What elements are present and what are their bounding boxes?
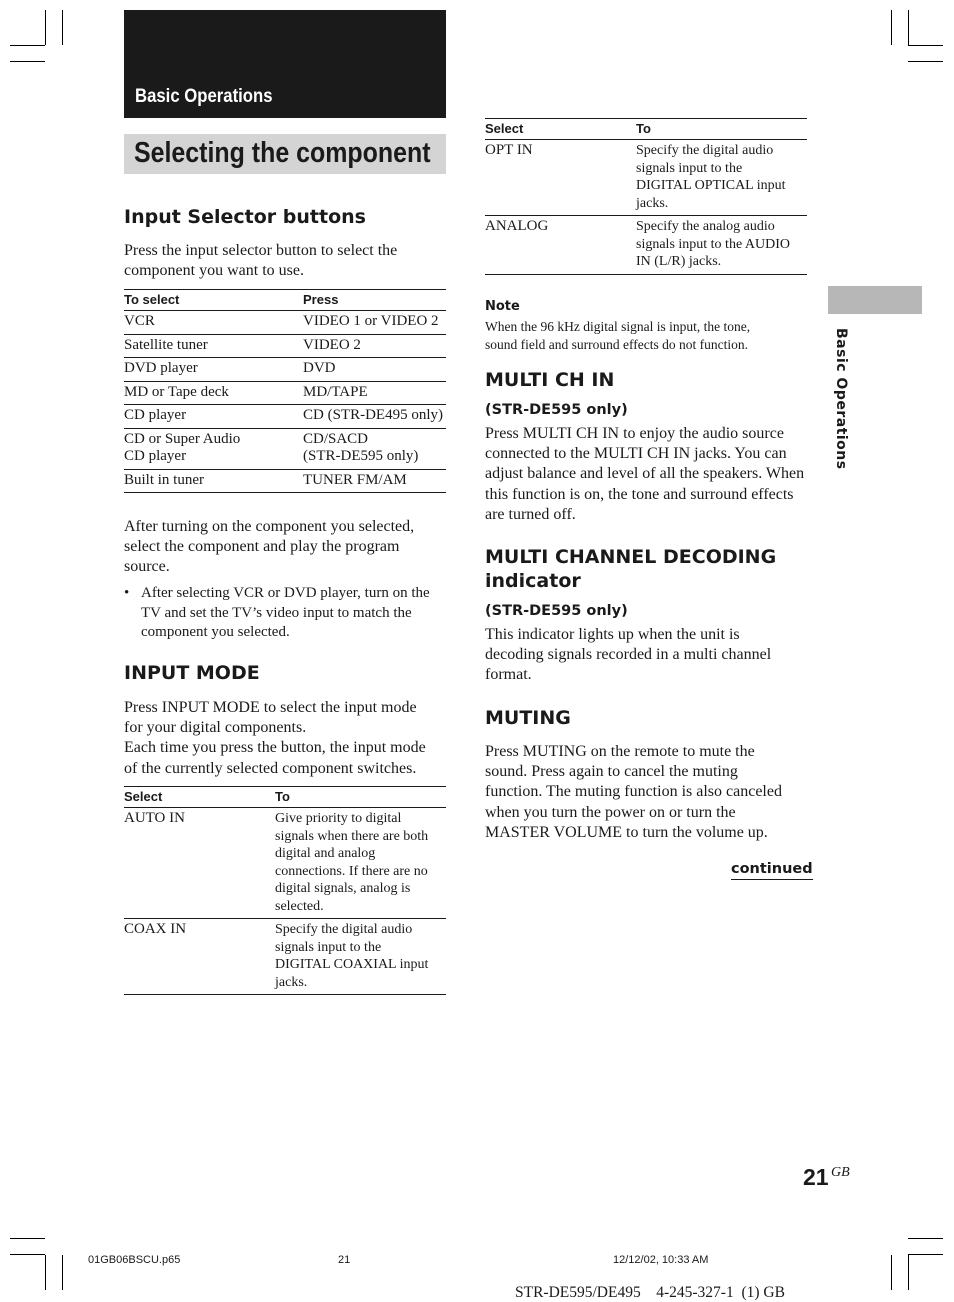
muting-heading: MUTING [485, 707, 571, 729]
col-header: To [275, 787, 446, 808]
continued-label: continued [731, 860, 813, 880]
table-row: COAX IN Specify the digital audio signals input to the DIGITAL COAXIAL input jacks. [124, 919, 446, 995]
footer-file: 01GB06BSCU.p65 [88, 1254, 181, 1266]
col-header: To select [124, 290, 303, 311]
table-header-row [124, 290, 446, 311]
table-row: OPT IN Specify the digital audio signals input to the DIGITAL OPTICAL input jacks. [485, 140, 807, 216]
multi-channel-heading: MULTI CHANNEL DECODING indicator [485, 546, 777, 592]
side-tab [828, 286, 922, 314]
multi-ch-in-heading: MULTI CH IN [485, 369, 615, 391]
note-label: Note [485, 299, 520, 314]
col-header: Select [124, 787, 275, 808]
section-label: Basic Operations [135, 86, 273, 107]
table-row: CD player CD (STR-DE495 only) [124, 405, 446, 429]
table-row: CD or Super Audio CD player CD/SACD (STR-DE595 only) [124, 428, 446, 469]
page-title: Selecting the component [134, 137, 431, 169]
footer-page: 21 [338, 1254, 351, 1266]
page-number: 21 [803, 1164, 829, 1190]
input-selector-after: After turning on the component you selected, select the component and play the program source. [124, 518, 415, 576]
bullet-text: After selecting VCR or DVD player, turn on the TV and set the TV’s video input to match the component you selected. [141, 585, 430, 640]
multi-channel-sub: (STR-DE595 only) [485, 603, 628, 619]
col-header: Select [485, 119, 636, 140]
col-header: To [636, 119, 807, 140]
footer-date: 12/12/02, 10:33 AM [613, 1254, 709, 1266]
table-row: VCR VIDEO 1 or VIDEO 2 [124, 311, 446, 335]
table-row: AUTO IN Give priority to digital signals when there are both digital and analog connections. If there are no digital signals, analog is selected. [124, 808, 446, 919]
input-selector-intro: Press the input selector button to select the component you want to use. [124, 242, 398, 280]
page-suffix: GB [831, 1165, 850, 1180]
multi-channel-text: This indicator lights up when the unit is decoding signals recorded in a multi channel format. [485, 626, 772, 684]
input-selector-table [124, 289, 446, 493]
input-mode-table-right [485, 118, 807, 275]
table-row: MD or Tape deck MD/TAPE [124, 381, 446, 405]
bullet-dot: • [124, 585, 130, 601]
input-mode-intro: Press INPUT MODE to select the input mode for your digital components. Each time you press the button, the input mode of the currently selected component switches. [124, 699, 426, 777]
note-text: When the 96 kHz digital signal is input, the tone, sound field and surround effects do not function. [485, 319, 751, 352]
side-tab-label: Basic Operations [833, 328, 849, 470]
table-row: Built in tuner TUNER FM/AM [124, 469, 446, 493]
table-row: ANALOG Specify the analog audio signals input to the AUDIO IN (L/R) jacks. [485, 216, 807, 275]
table-row: Satellite tuner VIDEO 2 [124, 334, 446, 358]
table-header-row [485, 119, 807, 140]
input-mode-table-left [124, 786, 446, 995]
input-selector-heading: Input Selector buttons [124, 206, 366, 228]
multi-ch-in-sub: (STR-DE595 only) [485, 402, 628, 418]
input-mode-heading: INPUT MODE [124, 662, 260, 684]
footer-model: STR-DE595/DE495 4-245-327-1 (1) GB [515, 1284, 785, 1301]
muting-text: Press MUTING on the remote to mute the sound. Press again to cancel the muting function. The muting function is also canceled when you turn the power on or turn the MASTER VOLUME to turn the volume up. [485, 743, 782, 841]
multi-ch-in-text: Press MULTI CH IN to enjoy the audio source connected to the MULTI CH IN jacks. You can adjust balance and level of all the speakers. When this function is on, the tone and surround effects are turned off. [485, 425, 805, 523]
table-header-row [124, 787, 446, 808]
table-row: DVD player DVD [124, 358, 446, 382]
col-header: Press [303, 290, 446, 311]
